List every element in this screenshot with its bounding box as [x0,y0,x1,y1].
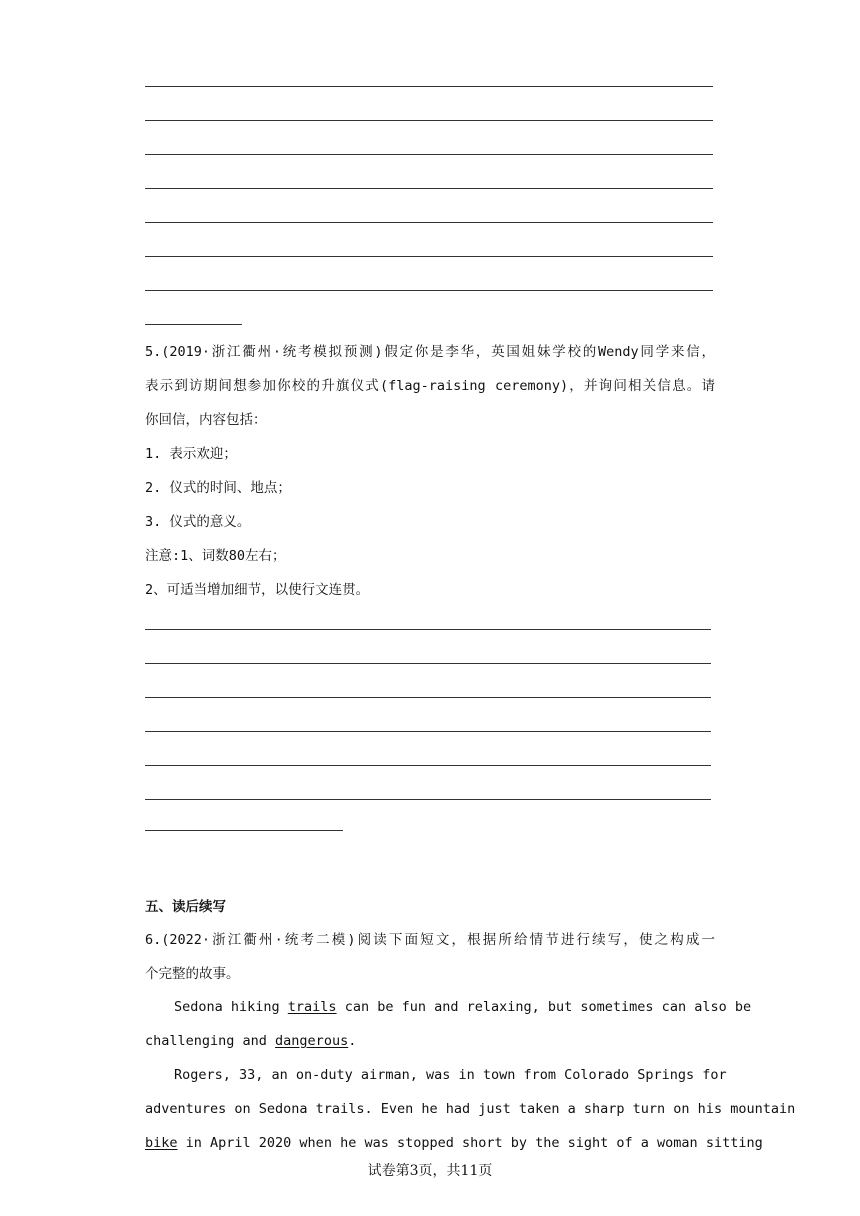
q5-line: 表示到访期间想参加你校的升旗仪式(flag-raising ceremony)，并询问相关信息。请 [145,378,715,394]
answer-line [145,697,711,698]
answer-line [145,324,242,325]
vocab-underlined: dangerous [275,1033,349,1049]
page-footer: 试卷第3页，共11页 [367,1163,493,1179]
q6-line: 个完整的故事。 [145,966,240,982]
answer-line [145,731,711,732]
vocab-underlined: trails [287,999,337,1015]
answer-line [145,256,713,257]
answer-line [145,799,711,800]
passage-text: challenging and [145,1033,276,1049]
q6-header: 6.(2022·浙江衢州·统考二模)阅读下面短文，根据所给情节进行续写，使之构成一 [145,932,715,948]
passage-line: adventures on Sedona trails. Even he had just taken a sharp turn on his mountain [145,1101,796,1117]
q5-item: 3. 仪式的意义。 [145,514,251,530]
passage-line [145,1031,356,1051]
q5-header: 5.(2019·浙江衢州·统考模拟预测)假定你是李华，英国姐妹学校的Wendy同学来信， [145,344,715,360]
passage-text: can be fun and relaxing, but sometimes can also be [336,999,752,1015]
answer-line [145,765,711,766]
section-title: 五、读后续写 [145,899,226,915]
q5-item: 1. 表示欢迎； [145,446,237,462]
q5-item: 2. 仪式的时间、地点； [145,480,291,496]
passage-line [174,997,752,1017]
answer-line [145,290,713,291]
answer-line [145,222,713,223]
passage-line: Rogers, 33, an on-duty airman, was in town from Colorado Springs for [174,1067,727,1083]
passage-text: . [348,1033,357,1049]
answer-line [145,830,343,831]
passage-text: Sedona hiking [174,999,288,1015]
passage-text: in April 2020 when he was stopped short by the sight of a woman sitting [177,1135,763,1151]
q5-line: 你回信，内容包括： [145,412,267,428]
vocab-underlined: bike [145,1135,178,1151]
q5-note: 注意:1、词数80左右； [145,548,286,564]
q5-note: 2、可适当增加细节，以使行文连贯。 [145,582,370,598]
answer-line [145,154,713,155]
answer-line [145,663,711,664]
answer-line [145,86,713,87]
answer-line [145,629,711,630]
answer-line [145,120,713,121]
passage-line [145,1133,763,1153]
answer-line [145,188,713,189]
